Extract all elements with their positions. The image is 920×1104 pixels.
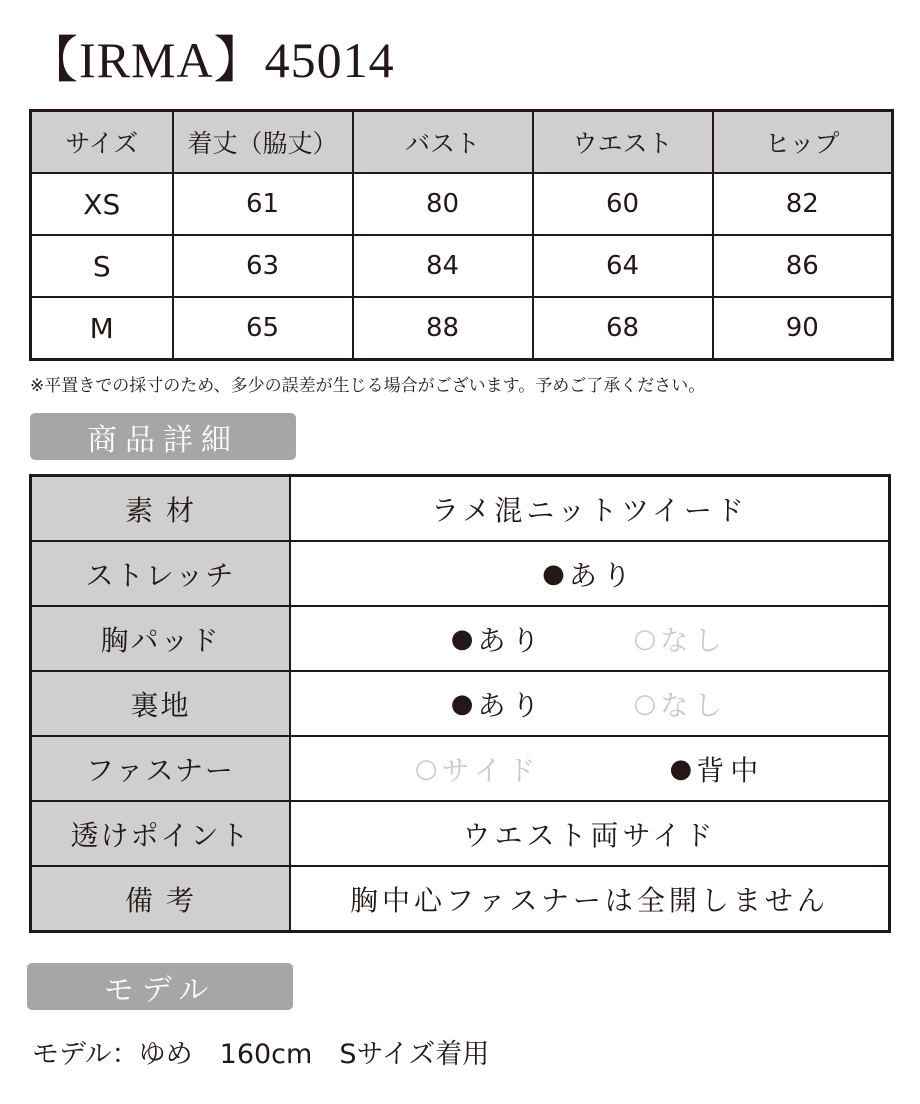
option-label: あり <box>477 623 546 657</box>
pad-label: 胸パッド <box>31 606 291 671</box>
filled-circle-icon: ● <box>450 623 474 654</box>
stretch-row <box>31 541 890 606</box>
size-label: S <box>31 235 173 297</box>
filled-circle-icon: ● <box>669 753 693 784</box>
material-label: 素 材 <box>31 476 291 542</box>
hip-value: 86 <box>713 235 893 297</box>
waist-value: 64 <box>533 235 713 297</box>
size-table <box>29 109 894 361</box>
waist-column-header: ウエスト <box>533 111 713 174</box>
open-circle-icon: ○ <box>633 623 657 654</box>
pad-options-cell <box>290 606 890 671</box>
filled-circle-icon: ● <box>450 688 474 719</box>
size-table-header-row <box>31 111 893 174</box>
lining-row <box>31 671 890 736</box>
bust-value: 80 <box>353 173 533 235</box>
sheer-row <box>31 801 890 866</box>
stretch-value-cell <box>290 541 890 606</box>
option-label: なし <box>660 688 729 722</box>
table-row <box>31 235 893 297</box>
waist-value: 60 <box>533 173 713 235</box>
lining-options-cell <box>290 671 890 736</box>
model-info: モデル：ゆめ 160cm Sサイズ着用 <box>32 1039 490 1070</box>
model-section-header: モデル <box>27 963 293 1010</box>
length-value: 65 <box>173 297 353 360</box>
table-row <box>31 173 893 235</box>
waist-value: 68 <box>533 297 713 360</box>
option-label: サイド <box>441 753 542 787</box>
option-label: なし <box>660 623 729 657</box>
stretch-label: ストレッチ <box>31 541 291 606</box>
remarks-value: 胸中心ファスナーは全開しません <box>290 866 890 932</box>
option-label: 背中 <box>696 753 765 787</box>
bust-column-header: バスト <box>353 111 533 174</box>
measurement-note: ※平置きでの採寸のため、多少の誤差が生じる場合がございます。予めご了承ください。 <box>30 376 706 396</box>
fastener-label: ファスナー <box>31 736 291 801</box>
remarks-row <box>31 866 890 932</box>
size-label: XS <box>31 173 173 235</box>
material-value: ラメ混ニットツイード <box>290 476 890 542</box>
material-row <box>31 476 890 542</box>
fastener-row <box>31 736 890 801</box>
hip-value: 82 <box>713 173 893 235</box>
sheer-value: ウエスト両サイド <box>290 801 890 866</box>
filled-circle-icon: ● <box>542 558 565 589</box>
open-circle-icon: ○ <box>414 753 438 784</box>
details-section-header: 商品詳細 <box>30 413 296 460</box>
length-column-header: 着丈（脇丈） <box>173 111 353 174</box>
hip-value: 90 <box>713 297 893 360</box>
length-value: 61 <box>173 173 353 235</box>
pad-option-no <box>634 619 729 659</box>
bust-value: 84 <box>353 235 533 297</box>
length-value: 63 <box>173 235 353 297</box>
fastener-option-back <box>670 749 765 789</box>
details-table <box>29 474 891 933</box>
option-label: あり <box>477 688 546 722</box>
product-title: 【IRMA】45014 <box>28 32 395 88</box>
remarks-label: 備 考 <box>31 866 291 932</box>
size-label: M <box>31 297 173 360</box>
fastener-option-side <box>415 749 542 789</box>
fastener-options-cell <box>290 736 890 801</box>
pad-option-yes <box>451 619 546 659</box>
table-row <box>31 297 893 360</box>
lining-option-no <box>634 684 729 724</box>
hip-column-header: ヒップ <box>713 111 893 174</box>
pad-row <box>31 606 890 671</box>
open-circle-icon: ○ <box>633 688 657 719</box>
bust-value: 88 <box>353 297 533 360</box>
sheer-label: 透けポイント <box>31 801 291 866</box>
lining-option-yes <box>451 684 546 724</box>
size-column-header: サイズ <box>31 111 173 174</box>
stretch-option-yes <box>542 554 637 594</box>
lining-label: 裏地 <box>31 671 291 736</box>
stretch-value: あり <box>568 558 637 592</box>
